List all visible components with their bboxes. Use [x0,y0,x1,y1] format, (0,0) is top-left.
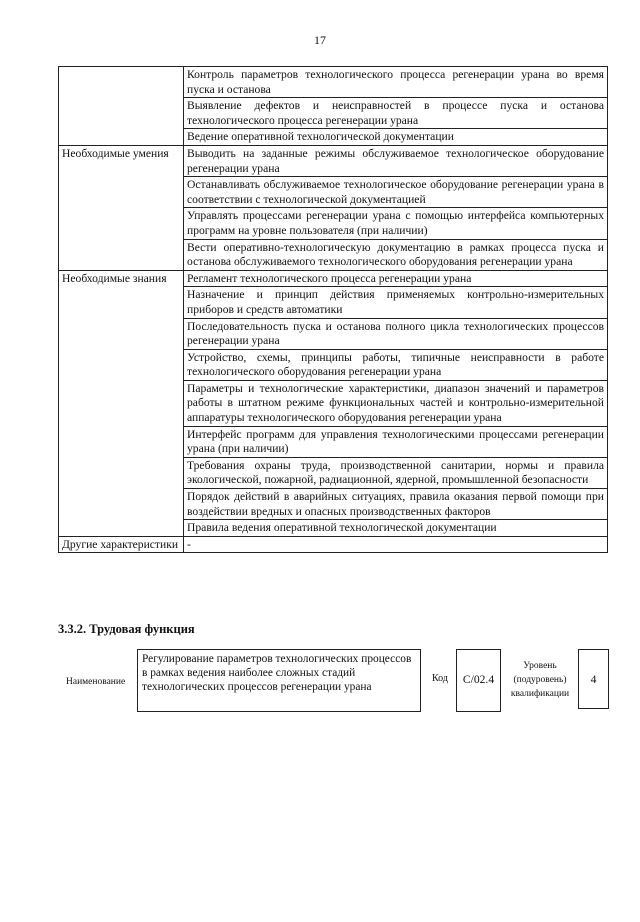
name-label: Наименование [66,677,126,687]
row-item: Останавливать обслуживаемое технологическое оборудование регенерации урана в соответствии с технологической документацией [184,177,608,208]
row-item: Интерфейс программ для управления технологическими процессами регенерации урана (при наличии) [184,426,608,457]
table-row [59,67,608,98]
page-number: 17 [314,33,326,47]
row-item: Выводить на заданные режимы обслуживаемое технологическое оборудование регенерации урана [184,145,608,176]
row-item: Порядок действий в аварийных ситуациях, правила оказания первой помощи при воздействии вредных и опасных производственных факторов [184,489,608,520]
level-label-line: квалификации [510,689,570,699]
row-item: Устройство, схемы, принципы работы, типичные неисправности в работе технологического оборудования регенерации урана [184,349,608,380]
row-item: Управлять процессами регенерации урана с помощью интерфейса компьютерных программ на уровне пользователя (при наличии) [184,208,608,239]
row-item: Правила ведения оперативной технологической документации [184,520,608,537]
row-label: Необходимые умения [59,145,184,270]
function-name-box: Регулирование параметров технологических процессов в рамках ведения наиболее сложных стадий технологических процессов регенерации урана [137,649,421,712]
qualification-level-label [505,659,575,701]
level-label-line: Уровень [523,661,557,671]
row-item: Вести оперативно-технологическую документацию в рамках процесса пуска и останова обслуживаемого технологического оборудования регенерации урана [184,239,608,270]
row-item: Выявление дефектов и неисправностей в процессе пуска и останова технологического процесса регенерации урана [184,98,608,129]
table-row [59,145,608,176]
row-item: Контроль параметров технологического процесса регенерации урана во время пуска и останова [184,67,608,98]
code-box: C/02.4 [456,649,501,712]
row-item: Ведение оперативной технологической документации [184,129,608,146]
table-row [59,536,608,553]
row-item: Параметры и технологические характеристики, диапазон значений и параметров работы в штатном режиме функциональных частей и контрольно-измерительной аппаратуры технологического оборудования регенерации урана [184,380,608,426]
competency-table [58,66,608,553]
row-label: Необходимые знания [59,270,184,536]
code-label: Код [432,673,448,684]
row-item: Регламент технологического процесса регенерации урана [184,270,608,287]
level-label-line: (подуровень) [513,675,567,685]
row-item: Последовательность пуска и останова полного цикла технологических процессов регенерации урана [184,318,608,349]
row-label: Другие характеристики [59,536,184,553]
section-heading: 3.3.2. Трудовая функция [58,622,195,636]
row-item: Назначение и принцип действия применяемых контрольно-измерительных приборов и средств автоматики [184,287,608,318]
row-item: Требования охраны труда, производственной санитарии, нормы и правила экологической, пожарной, радиационной, ядерной, промышленной безопасности [184,457,608,488]
table-row [59,270,608,287]
row-item: - [184,536,608,553]
row-label [59,67,184,146]
qualification-level-box: 4 [578,649,609,709]
